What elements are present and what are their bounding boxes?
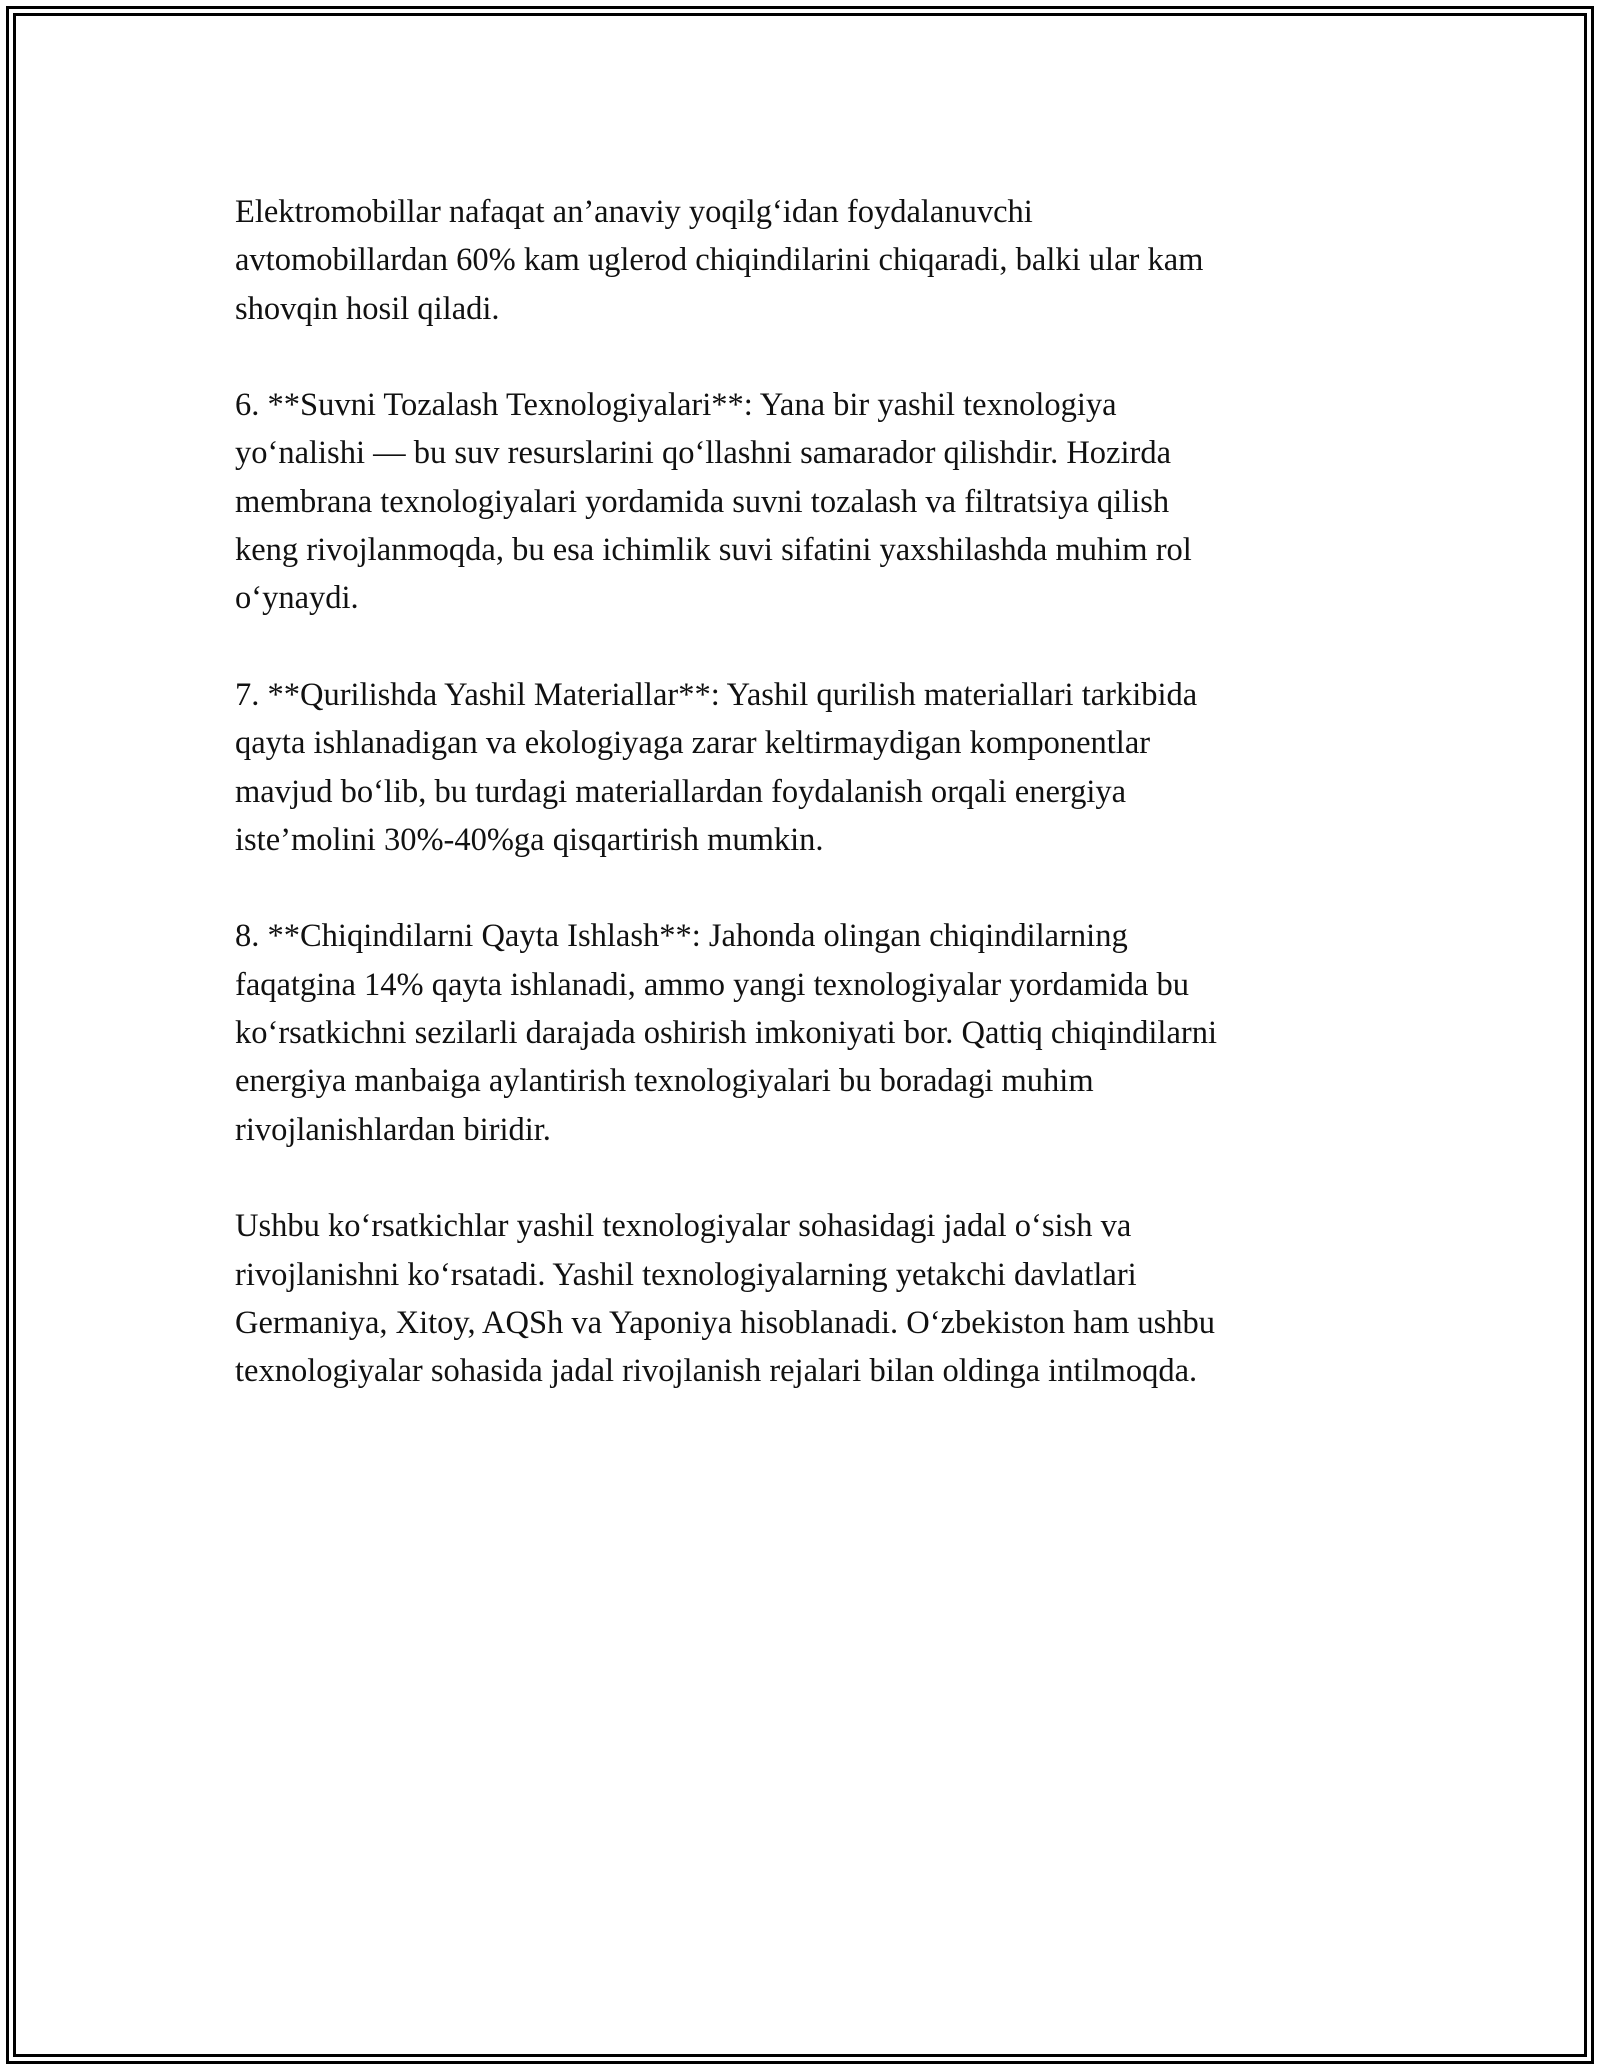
text-line: rivojlanishni ko‘rsatadi. Yashil texnologiyalarning yetakchi davlatlari: [235, 1256, 1137, 1293]
text-line: Germaniya, Xitoy, AQSh va Yaponiya hisoblanadi. O‘zbekiston ham ushbu: [235, 1304, 1215, 1341]
text-line: rivojlanishlardan biridir.: [235, 1111, 551, 1148]
text-line: Elektromobillar nafaqat an’anaviy yoqilg‘idan foydalanuvchi: [235, 194, 1033, 230]
document-paragraph: [235, 671, 1385, 864]
document-paragraph: [235, 912, 1385, 1153]
document-paragraph: [235, 1202, 1385, 1395]
text-line: faqatgina 14% qayta ishlanadi, ammo yangi texnologiyalar yordamida bu: [235, 966, 1189, 1003]
text-line: 8. **Chiqindilarni Qayta Ishlash**: Jahonda olingan chiqindilarning: [235, 918, 1128, 955]
text-line: 7. **Qurilishda Yashil Materiallar**: Yashil qurilish materiallari tarkibida: [235, 676, 1198, 713]
text-line: keng rivojlanmoqda, bu esa ichimlik suvi sifatini yaxshilashda muhim rol: [235, 532, 1192, 569]
document-body: [235, 188, 1385, 1395]
text-line: membrana texnologiyalari yordamida suvni tozalash va filtratsiya qilish: [235, 483, 1170, 520]
text-line: 6. **Suvni Tozalash Texnologiyalari**: Yana bir yashil texnologiya: [235, 387, 1117, 424]
text-line: qayta ishlanadigan va ekologiyaga zarar keltirmaydigan komponentlar: [235, 725, 1151, 762]
text-line: energiya manbaiga aylantirish texnologiyalari bu boradagi muhim: [235, 1063, 1094, 1100]
text-line: Ushbu ko‘rsatkichlar yashil texnologiyalar sohasidagi jadal o‘sish va: [235, 1208, 1132, 1245]
text-line: iste’molini 30%-40%ga qisqartirish mumkin.: [235, 821, 824, 858]
document-paragraph: [235, 188, 1385, 333]
text-line: o‘ynaydi.: [235, 580, 359, 617]
text-line: shovqin hosil qiladi.: [235, 290, 500, 327]
text-line: mavjud bo‘lib, bu turdagi materiallardan foydalanish orqali energiya: [235, 773, 1127, 810]
text-line: avtomobillardan 60% kam uglerod chiqindilarini chiqaradi, balki ular kam: [235, 242, 1204, 279]
document-paragraph: [235, 381, 1385, 622]
text-line: yo‘nalishi — bu suv resurslarini qo‘llashni samarador qilishdir. Hozirda: [235, 435, 1172, 472]
text-line: texnologiyalar sohasida jadal rivojlanish rejalari bilan oldinga intilmoqda.: [235, 1353, 1198, 1390]
text-line: ko‘rsatkichni sezilarli darajada oshirish imkoniyati bor. Qattiq chiqindilarni: [235, 1015, 1217, 1052]
